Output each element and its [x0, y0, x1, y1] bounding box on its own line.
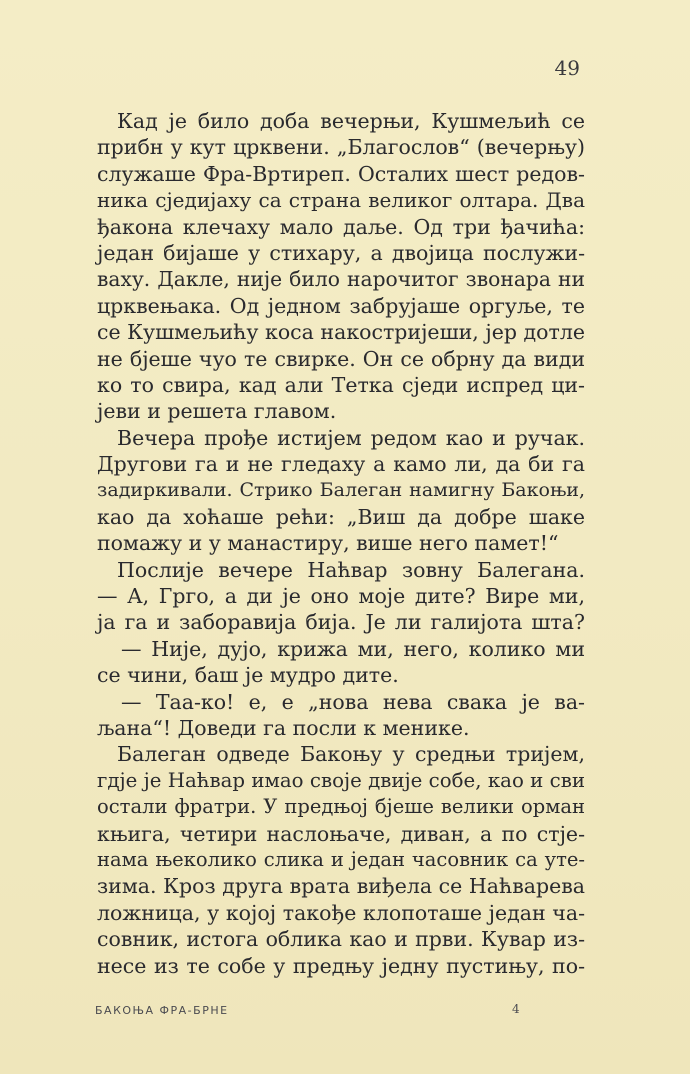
text-line: несе из те собе у предњу једну пустињу, по- — [97, 953, 585, 978]
text-line: задиркивали. Стрико Балеган намигну Бакоњи, — [97, 479, 585, 502]
text-line: ко то свира, кад али Тетка сједи испред ци- — [97, 372, 585, 397]
text-line: љана“! Доведи га посли к менике. — [97, 715, 470, 740]
text-line: Кад је било доба вечерњи, Кушмељић се — [117, 109, 585, 133]
text-line: се чини, баш је мудро дите. — [97, 663, 399, 688]
text-line: зима. Кроз друга врата виђела се Наћварева — [97, 874, 585, 899]
text-line: један бијаше у стихару, а двојица послужи- — [97, 240, 585, 265]
text-line: ложница, у којој такође клопоташе један ча- — [97, 900, 585, 925]
text-line: помажу и у манастиру, више него памет!“ — [97, 531, 559, 556]
text-line: ја га и заборавија бија. Је ли галијота шта? — [97, 610, 585, 635]
text-line: гдје је Наћвар имао своје двије собе, као и сви — [97, 768, 585, 792]
text-line: као да хоћаше рећи: „Виш да добре шаке — [97, 504, 585, 529]
text-line: Послије вечере Наћвар зовну Балегана. — [117, 557, 585, 582]
text-line: Вечера прође истијем редом као и ручак. — [117, 425, 585, 450]
text-line: остали фратри. У предњој бјеше велики орман — [97, 795, 585, 819]
text-line: јеви и решета главом. — [97, 399, 337, 424]
text-line: служаше Фра-Вртиреп. Осталих шест редов- — [97, 161, 585, 186]
text-line: се Кушмељићу коса накостријеши, јер дотле — [97, 320, 585, 345]
text-line: — А, Грго, а ди је оно моје дите? Вире ми, — [97, 584, 585, 609]
body-text — [97, 108, 585, 979]
running-footer-title: БАКОЊА ФРА-БРНЕ — [95, 1004, 229, 1017]
page-number: 49 — [554, 56, 580, 80]
text-line: ђакона клечаху мало даље. Од три ђачића: — [97, 214, 585, 239]
text-line: нама њеколико слика и један часовник са уте- — [97, 847, 585, 871]
text-line: књига, четири наслоњаче, диван, а по стје- — [97, 821, 585, 846]
text-line: — Није, дујо, крижа ми, него, колико ми — [121, 636, 585, 661]
text-line: совник, истога облика као и први. Кувар из- — [97, 927, 585, 952]
text-line: ника сједијаху са страна великог олтара. Два — [97, 188, 585, 213]
text-line: Балеган одведе Бакоњу у средњи тријем, — [117, 742, 585, 767]
signature-mark: 4 — [512, 1002, 520, 1016]
text-line: црквењака. Од једном забрујаше оргуље, те — [97, 293, 585, 318]
text-line: ваху. Дакле, није било нарочитог звонара ни — [97, 267, 585, 292]
text-line: прибн у кут црквени. „Благослов“ (вечерњу) — [97, 135, 585, 160]
text-line: — Таа-ко! е, е „нова нева свака је ва- — [121, 689, 585, 714]
text-line: не бјеше чуо те свирке. Он се обрну да види — [97, 346, 585, 371]
text-line: Другови га и не гледаху а камо ли, да би га — [97, 452, 585, 477]
